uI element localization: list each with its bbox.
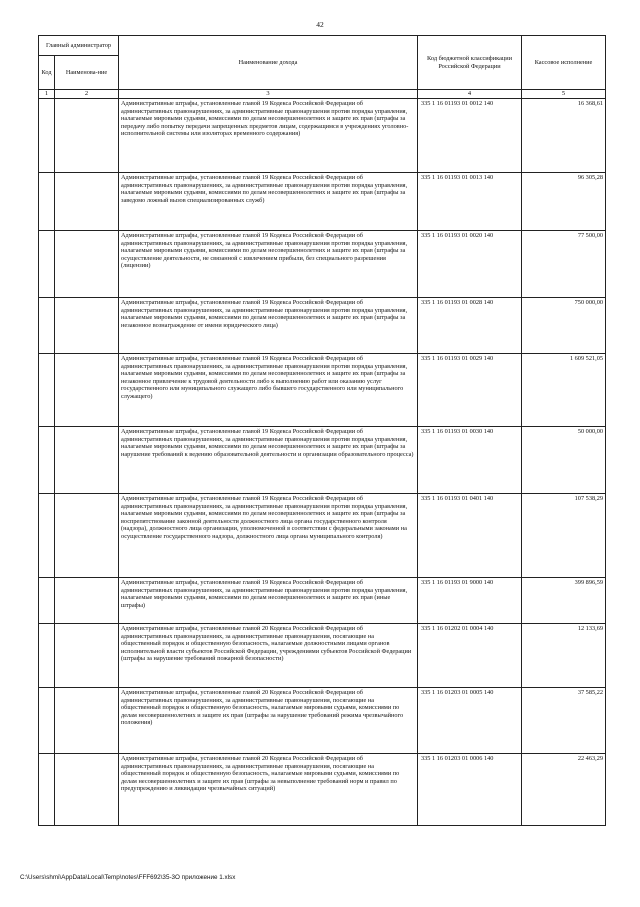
row-amount: 77 500,00 <box>522 231 606 298</box>
row-kbk-code: 335 1 16 01193 01 0012 140 <box>418 99 522 173</box>
header-cash: Кассовое исполнение <box>522 36 606 90</box>
row-income-name: Административные штрафы, установленные главой 19 Кодекса Российской Федерации об административных правонарушениях, за административные правонарушения против порядка управления, налагаемые мировыми судьями, комиссиями по делам несовершеннолетних и защите их прав (штрафы за незаконное привлечение к трудовой деятельности либо к выполнению работ или оказанию услуг государственного или муниципального служащего либо бывшего государственного или муниципального служащего) <box>119 354 418 427</box>
row-income-name: Административные штрафы, установленные главой 19 Кодекса Российской Федерации об административных правонарушениях, за административные правонарушения против порядка управления, налагаемые мировыми судьями, комиссиями по делам несовершеннолетних и защите их прав (штрафы за передачу либо попытку передачи запрещенных предметов лицам, содержащимся в учреждениях уголовно-исполнительной системы или изоляторах временного содержания) <box>119 99 418 173</box>
table-row <box>39 173 606 231</box>
row-admin-code <box>39 624 55 688</box>
table-row <box>39 231 606 298</box>
row-income-name: Административные штрафы, установленные главой 19 Кодекса Российской Федерации об административных правонарушениях, за административные правонарушения против порядка управления, налагаемые мировыми судьями, комиссиями по делам несовершеннолетних и защите их прав (штрафы за незаконное вознаграждение от имени юридического лица) <box>119 298 418 354</box>
row-income-name: Административные штрафы, установленные главой 19 Кодекса Российской Федерации об административных правонарушениях, за административные правонарушения против порядка управления, налагаемые мировыми судьями, комиссиями по делам несовершеннолетних и защите их прав (штрафы за нарушение требований к ведению образовательной деятельности и организации образовательного процесса) <box>119 427 418 494</box>
row-amount: 16 368,61 <box>522 99 606 173</box>
row-kbk-code: 335 1 16 01193 01 0013 140 <box>418 173 522 231</box>
row-admin-name <box>55 754 119 826</box>
row-income-name: Административные штрафы, установленные главой 20 Кодекса Российской Федерации об административных правонарушениях, за административные правонарушения, посягающие на общественный порядок и общественную безопасность, налагаемые мировыми судьями, комиссиями по делам несовершеннолетних и защите их прав (штрафы за невыполнение требований норм и правил по предупреждению и ликвидации чрезвычайных ситуаций) <box>119 754 418 826</box>
row-amount: 750 000,00 <box>522 298 606 354</box>
row-income-name: Административные штрафы, установленные главой 19 Кодекса Российской Федерации об административных правонарушениях, за административные правонарушения против порядка управления, налагаемые мировыми судьями, комиссиями по делам несовершеннолетних и защите их прав (штрафы за заведомо ложный вызов специализированных служб) <box>119 173 418 231</box>
row-kbk-code: 335 1 16 01193 01 0020 140 <box>418 231 522 298</box>
table-row <box>39 99 606 173</box>
column-number-row <box>39 90 606 99</box>
table-row <box>39 427 606 494</box>
table-row <box>39 688 606 754</box>
row-admin-code <box>39 99 55 173</box>
table-row <box>39 754 606 826</box>
row-income-name: Административные штрафы, установленные главой 19 Кодекса Российской Федерации об административных правонарушениях, за административные правонарушения против порядка управления, налагаемые мировыми судьями, комиссиями по делам несовершеннолетних и защите их прав (иные штрафы) <box>119 578 418 624</box>
row-admin-name <box>55 427 119 494</box>
column-number: 1 <box>39 90 55 99</box>
row-admin-code <box>39 298 55 354</box>
row-admin-name <box>55 578 119 624</box>
header-admin-name: Наименова-ние <box>55 56 119 90</box>
row-amount: 50 000,00 <box>522 427 606 494</box>
row-admin-code <box>39 688 55 754</box>
column-number: 3 <box>119 90 418 99</box>
row-amount: 22 463,29 <box>522 754 606 826</box>
row-kbk-code: 335 1 16 01193 01 0401 140 <box>418 494 522 578</box>
table-row <box>39 494 606 578</box>
row-income-name: Административные штрафы, установленные главой 19 Кодекса Российской Федерации об административных правонарушениях, за административные правонарушения против порядка управления, налагаемые мировыми судьями, комиссиями по делам несовершеннолетних и защите их прав (штрафы за осуществление деятельности, не связанной с извлечением прибыли, без специального разрешения (лицензии) <box>119 231 418 298</box>
row-amount: 399 896,59 <box>522 578 606 624</box>
table-row <box>39 354 606 427</box>
column-number: 4 <box>418 90 522 99</box>
income-table <box>38 35 606 826</box>
row-admin-code <box>39 231 55 298</box>
row-kbk-code: 335 1 16 01202 01 0004 140 <box>418 624 522 688</box>
row-income-name: Административные штрафы, установленные главой 19 Кодекса Российской Федерации об административных правонарушениях, за административные правонарушения против порядка управления, налагаемые мировыми судьями, комиссиями по делам несовершеннолетних и защите их прав (штрафы за воспрепятствование законной деятельности должностного лица органа государственного контроля (надзора), должностного лица организации, уполномоченной в соответствии с федеральными законами на осуществление государственного надзора, должностного лица органа муниципального контроля) <box>119 494 418 578</box>
page-number: 42 <box>316 20 324 29</box>
row-amount: 37 585,22 <box>522 688 606 754</box>
file-path-footer: C:\Users\shmi\AppData\Local\Temp\notes\FFF692\35-3О приложение 1.xlsx <box>20 874 236 881</box>
row-amount: 1 609 521,05 <box>522 354 606 427</box>
row-kbk-code: 335 1 16 01203 01 0006 140 <box>418 754 522 826</box>
row-admin-code <box>39 578 55 624</box>
row-kbk-code: 335 1 16 01193 01 0029 140 <box>418 354 522 427</box>
row-income-name: Административные штрафы, установленные главой 20 Кодекса Российской Федерации об административных правонарушениях, за административные правонарушения, посягающие на общественный порядок и общественную безопасность, налагаемые мировыми судьями, комиссиями по делам несовершеннолетних и защите их прав (штрафы за нарушение требований режима чрезвычайного положения) <box>119 688 418 754</box>
row-admin-name <box>55 624 119 688</box>
row-admin-name <box>55 173 119 231</box>
row-admin-name <box>55 298 119 354</box>
row-admin-name <box>55 99 119 173</box>
table-row <box>39 298 606 354</box>
header-kbk: Код бюджетной классификации Российской Федерации <box>418 36 522 90</box>
row-kbk-code: 335 1 16 01193 01 9000 140 <box>418 578 522 624</box>
row-amount: 96 305,28 <box>522 173 606 231</box>
row-admin-name <box>55 231 119 298</box>
row-admin-name <box>55 354 119 427</box>
row-kbk-code: 335 1 16 01203 01 0005 140 <box>418 688 522 754</box>
header-income-name: Наименование дохода <box>119 36 418 90</box>
table-row <box>39 578 606 624</box>
header-admin-group: Главный администратор <box>39 36 119 56</box>
row-admin-code <box>39 173 55 231</box>
column-number: 2 <box>55 90 119 99</box>
row-admin-code <box>39 754 55 826</box>
row-admin-code <box>39 354 55 427</box>
header-code: Код <box>39 56 55 90</box>
row-income-name: Административные штрафы, установленные главой 20 Кодекса Российской Федерации об административных правонарушениях, за административные правонарушения, посягающие на общественный порядок и общественную безопасность, налагаемые должностными лицами органов исполнительной власти субъектов Российской Федерации, учреждениями субъектов Российской Федерации (штрафы за нарушение требований пожарной безопасности) <box>119 624 418 688</box>
row-admin-code <box>39 494 55 578</box>
row-kbk-code: 335 1 16 01193 01 0030 140 <box>418 427 522 494</box>
row-admin-name <box>55 688 119 754</box>
row-admin-code <box>39 427 55 494</box>
row-amount: 107 538,29 <box>522 494 606 578</box>
column-number: 5 <box>522 90 606 99</box>
row-kbk-code: 335 1 16 01193 01 0028 140 <box>418 298 522 354</box>
row-amount: 12 133,69 <box>522 624 606 688</box>
table-row <box>39 624 606 688</box>
row-admin-name <box>55 494 119 578</box>
